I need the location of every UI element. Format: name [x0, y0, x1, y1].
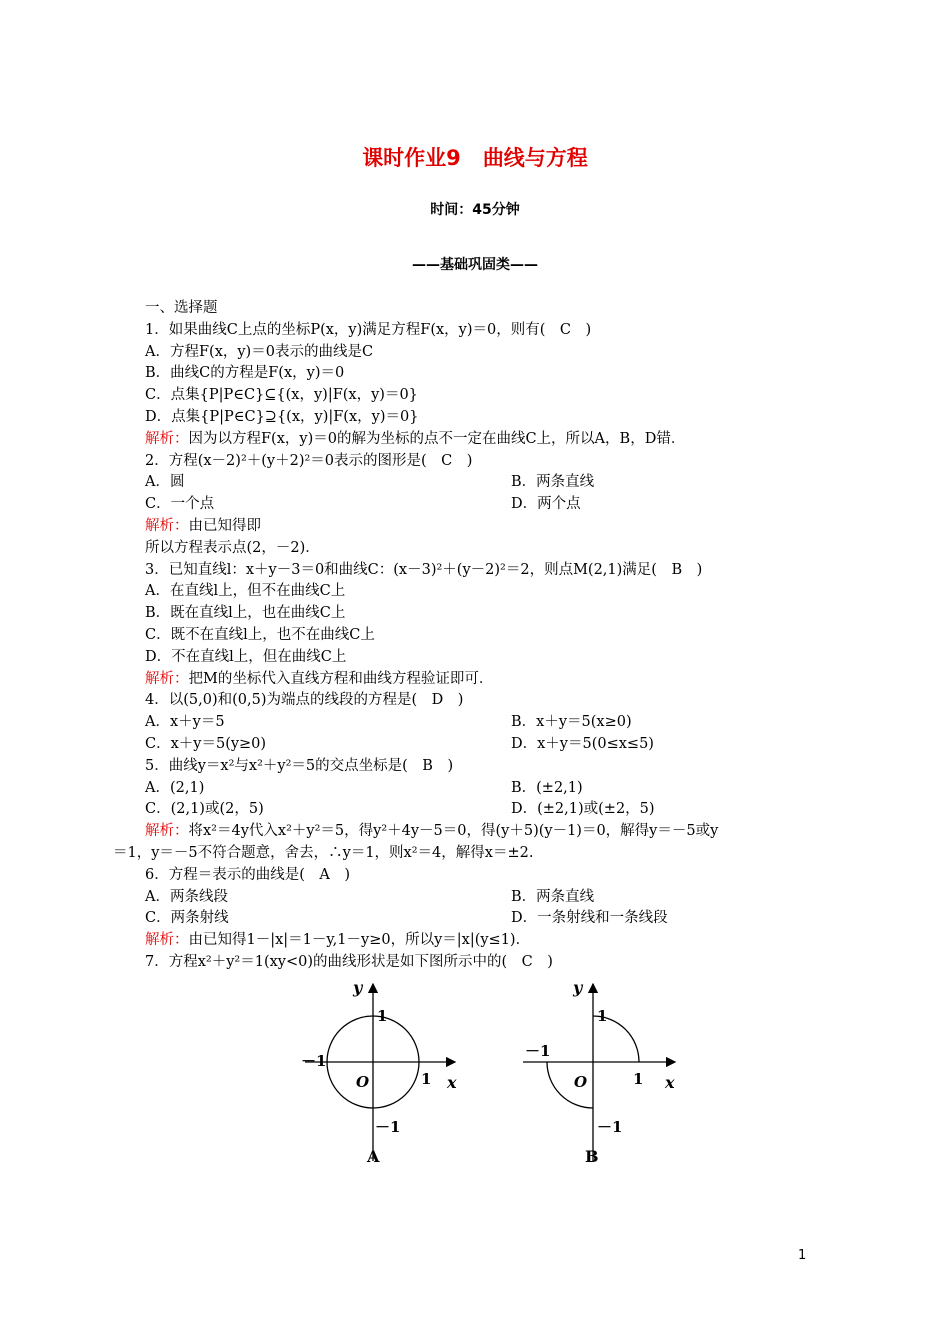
page-title [0, 142, 950, 172]
tick-x-neg: －1 [301, 1052, 327, 1070]
question-5: 5．曲线y＝x²与x²＋y²＝5的交点坐标是( B ) [145, 757, 454, 774]
solution-5-cont: ＝1，y＝－5不符合题意，舍去，∴y＝1，则x²＝4，解得x＝±2. [113, 844, 534, 861]
option-3d: D．不在直线l上，但在曲线C上 [145, 648, 347, 665]
option-5b: B．(±2,1) [511, 779, 583, 796]
option-1d: D．点集{P|P∈C}⊇{(x，y)|F(x，y)＝0} [145, 408, 419, 425]
solution-6 [145, 930, 815, 952]
options-4-row1 [145, 712, 815, 734]
option-4d: D．x＋y＝5(0≤x≤5) [511, 735, 654, 752]
question-3: 3．已知直线l：x＋y－3＝0和曲线C：(x－3)²＋(y－2)²＝2，则点M(2,1)满足( B ) [145, 561, 703, 578]
tick-y-pos: 1 [377, 1007, 388, 1025]
x-axis-label: x [447, 1073, 457, 1092]
option-2c: C．一个点 [145, 496, 215, 513]
option-4c: C．x＋y＝5(y≥0) [145, 735, 267, 752]
option-6c: C．两条射线 [145, 910, 229, 927]
time-limit: 时间：45分钟 [430, 202, 520, 218]
analysis-label: 解析： [145, 823, 189, 840]
solution-3 [145, 669, 815, 691]
option-3a: A．在直线l上，但不在曲线C上 [145, 583, 346, 600]
tick-y-neg: －1 [375, 1118, 401, 1136]
option-5d: D．(±2,1)或(±2，5) [511, 801, 655, 818]
x-axis-label: x [665, 1073, 675, 1092]
analysis-label: 解析： [145, 517, 189, 534]
solution-1 [145, 429, 815, 451]
option-6b: B．两条直线 [511, 888, 595, 905]
page-number: 1 [798, 1248, 807, 1263]
option-1a: A．方程F(x，y)＝0表示的曲线是C [145, 343, 374, 360]
figures [0, 976, 950, 1176]
question-4: 4．以(5,0)和(0,5)为端点的线段的方程是( D ) [145, 692, 464, 709]
options-4-row2 [145, 734, 815, 756]
options-6-row2 [145, 908, 815, 930]
tick-y-neg: －1 [597, 1118, 623, 1136]
options-2-row2 [145, 494, 815, 516]
solution-6-text: 由已知得1－|x|＝1－y,1－y≥0，所以y＝|x|(y≤1)． [188, 932, 531, 949]
option-5a: A．(2,1) [145, 779, 205, 796]
figure-a-label: A [367, 1147, 380, 1166]
y-axis-label: y [353, 978, 363, 997]
solution-2-text: 由已知得即 [188, 517, 261, 534]
question-1: 1．如果曲线C上点的坐标P(x，y)满足方程F(x，y)＝0，则有( C ) [145, 321, 592, 338]
options-6-row1 [145, 887, 815, 909]
question-2: 2．方程(x－2)²＋(y＋2)²＝0表示的图形是( C ) [145, 452, 473, 469]
options-5-row2 [145, 799, 815, 821]
solution-3-text: 把M的坐标代入直线方程和曲线方程验证即可． [188, 670, 494, 687]
title-part1: 课时作业9 [362, 146, 461, 170]
option-4a: A．x＋y＝5 [145, 714, 225, 731]
title-part2: 曲线与方程 [482, 146, 588, 170]
question-body [113, 298, 815, 974]
option-5c: C．(2,1)或(2，5) [145, 801, 264, 818]
analysis-label: 解析： [145, 670, 189, 687]
options-2-row1 [145, 472, 815, 494]
figure-b [515, 976, 695, 1180]
y-axis-label: y [573, 978, 583, 997]
solution-2-cont: 所以方程表示点(2，－2)． [145, 539, 320, 556]
tick-x-pos: 1 [633, 1070, 644, 1088]
analysis-label: 解析： [145, 430, 189, 447]
solution-5-text: 将x²＝4y代入x²＋y²＝5，得y²＋4y－5＝0，得(y＋5)(y－1)＝0，解得y＝－5或y [188, 823, 719, 840]
option-1b: B．曲线C的方程是F(x，y)＝0 [145, 365, 345, 382]
option-2d: D．两个点 [511, 496, 581, 513]
figure-a-graph [295, 976, 475, 1176]
tick-x-neg: －1 [525, 1042, 551, 1060]
option-4b: B．x＋y＝5(x≥0) [511, 714, 632, 731]
tick-x-pos: 1 [421, 1070, 432, 1088]
question-6: 6．方程＝表示的曲线是( A ) [145, 866, 351, 883]
figure-a [295, 976, 475, 1180]
option-2b: B．两条直线 [511, 474, 595, 491]
analysis-label: 解析： [145, 932, 189, 949]
tick-y-pos: 1 [597, 1007, 608, 1025]
origin-label: O [574, 1073, 588, 1091]
option-1c: C．点集{P|P∈C}⊆{(x，y)|F(x，y)＝0} [145, 387, 418, 404]
solution-5 [145, 821, 815, 843]
solution-1-text: 因为以方程F(x，y)＝0的解为坐标的点不一定在曲线C上，所以A，B，D错． [188, 430, 686, 447]
option-3b: B．既在直线l上，也在曲线C上 [145, 605, 346, 622]
option-3c: C．既不在直线l上，也不在曲线C上 [145, 626, 375, 643]
option-6d: D．一条射线和一条线段 [511, 910, 668, 927]
options-5-row1 [145, 778, 815, 800]
origin-label: O [356, 1073, 370, 1091]
option-6a: A．两条线段 [145, 888, 228, 905]
section-choice: 一、选择题 [145, 300, 218, 316]
section-heading: ——基础巩固类—— [412, 257, 538, 273]
figure-b-graph [515, 976, 695, 1176]
solution-2 [145, 516, 815, 538]
option-2a: A．圆 [145, 474, 185, 491]
figure-b-label: B [585, 1147, 599, 1166]
question-7: 7．方程x²＋y²＝1(xy<0)的曲线形状是如下图所示中的( C ) [145, 953, 553, 970]
